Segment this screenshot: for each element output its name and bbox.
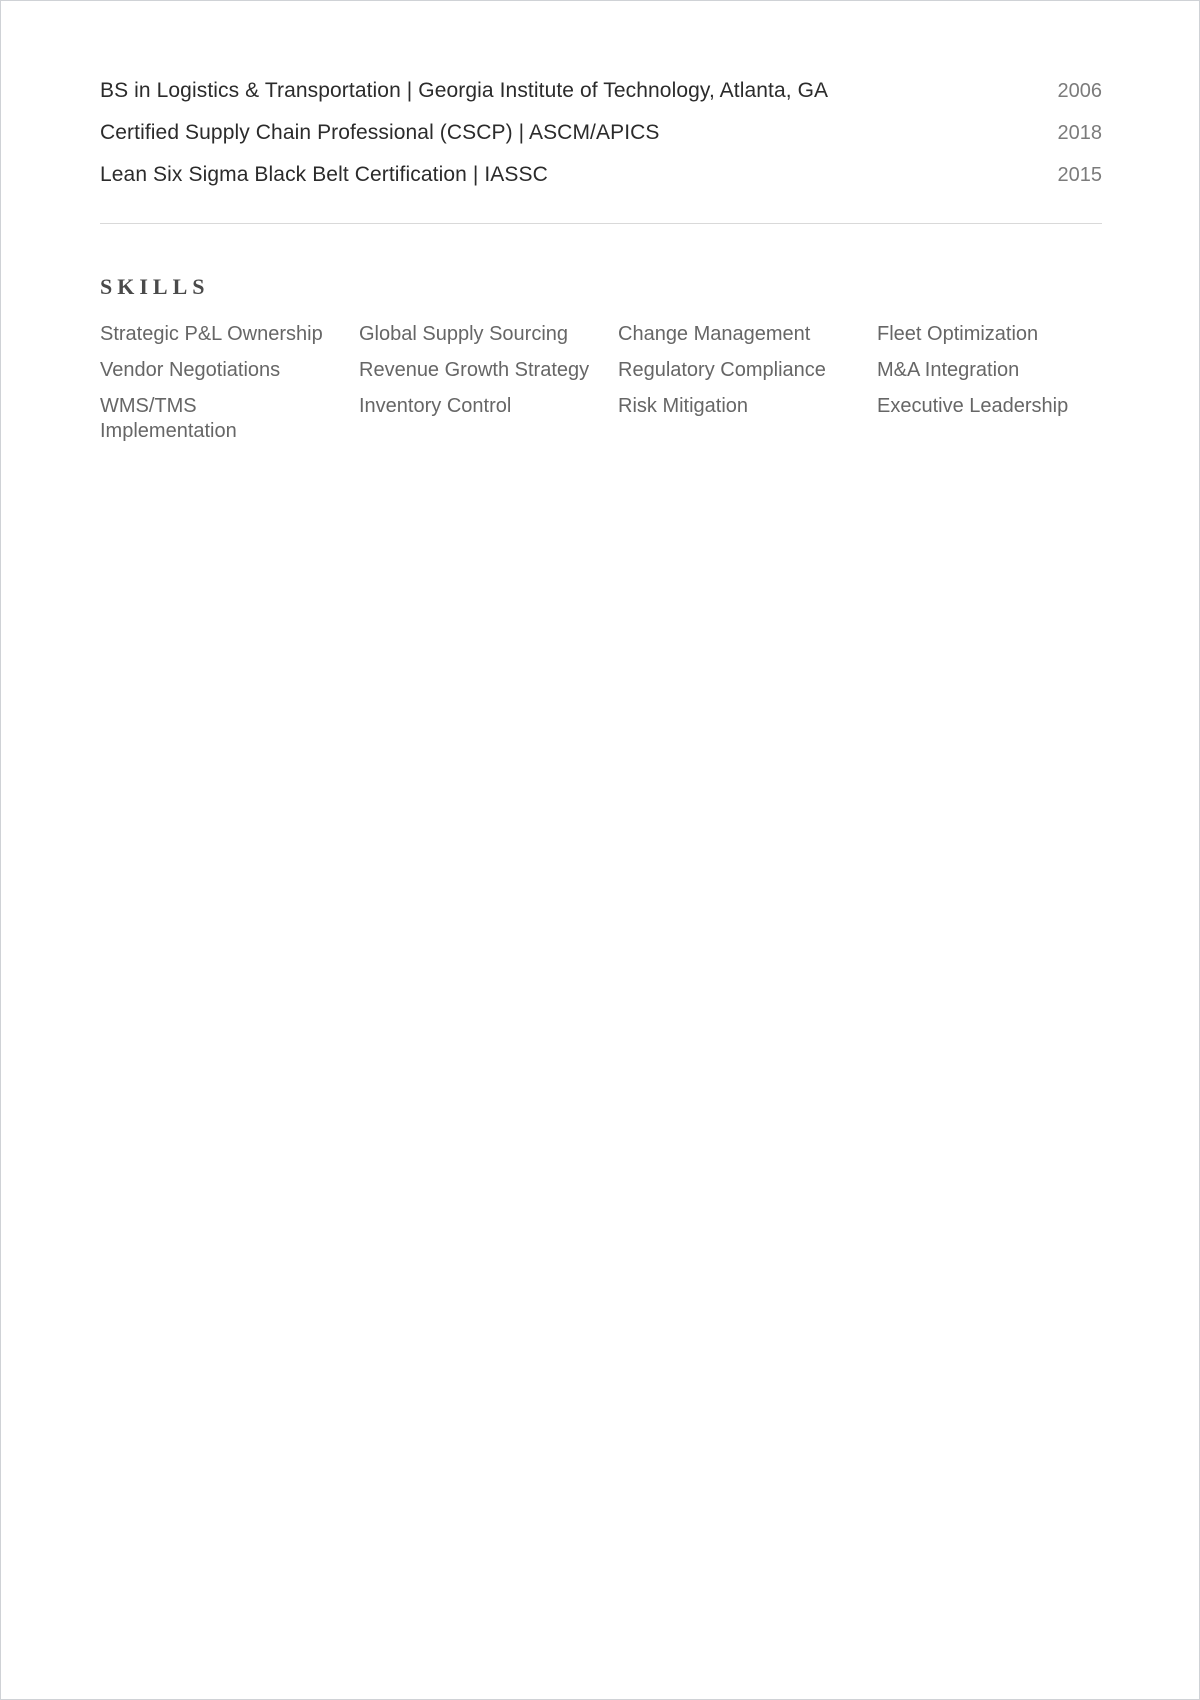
education-entry	[100, 159, 1102, 201]
education-year: 2018	[1057, 122, 1102, 144]
education-entry	[100, 117, 1102, 159]
skill-item: Vendor Negotiations	[100, 359, 281, 381]
education-year: 2015	[1057, 164, 1102, 186]
skill-item: Strategic P&L Ownership	[100, 323, 323, 345]
education-title: Certified Supply Chain Professional (CSCP) | ASCM/APICS	[100, 121, 660, 144]
education-year: 2006	[1057, 80, 1102, 102]
skill-item: Inventory Control	[359, 395, 512, 417]
skills-heading: SKILLS	[100, 274, 210, 299]
resume-content	[100, 75, 1102, 444]
skill-item: WMS/TMS Implementation	[100, 395, 237, 442]
skill-item: Risk Mitigation	[618, 395, 749, 417]
education-entry	[100, 75, 1102, 117]
skill-item: Regulatory Compliance	[618, 359, 826, 381]
skill-item: M&A Integration	[877, 359, 1020, 381]
section-divider	[100, 223, 1102, 224]
skill-item: Revenue Growth Strategy	[359, 359, 590, 381]
education-title: BS in Logistics & Transportation | Georgia Institute of Technology, Atlanta, GA	[100, 79, 829, 102]
skill-item: Change Management	[618, 323, 811, 345]
skill-item: Global Supply Sourcing	[359, 323, 569, 345]
education-list	[100, 75, 1102, 201]
education-title: Lean Six Sigma Black Belt Certification | IASSC	[100, 163, 548, 186]
skill-item: Executive Leadership	[877, 395, 1069, 417]
skill-item: Fleet Optimization	[877, 323, 1039, 345]
skills-grid	[100, 322, 1102, 444]
